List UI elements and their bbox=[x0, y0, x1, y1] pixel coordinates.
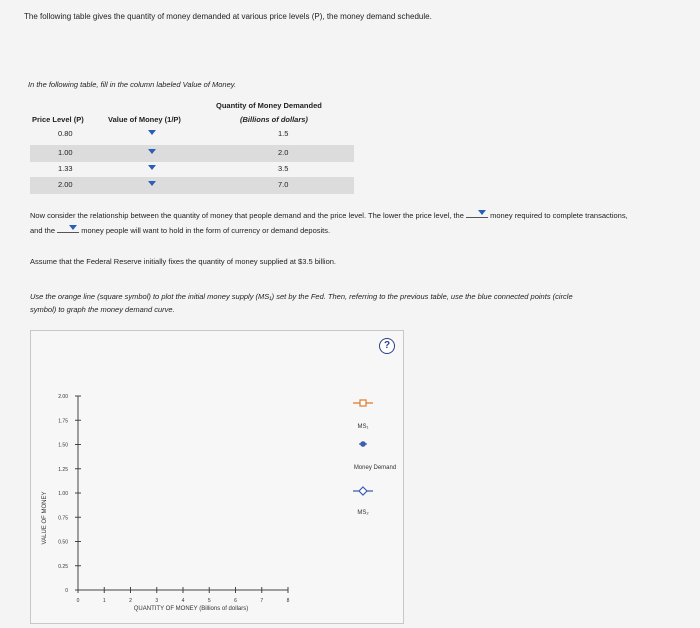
paragraph-part2: money bbox=[490, 211, 513, 220]
x-tick-label: 0 bbox=[76, 598, 80, 604]
x-axis-label: QUANTITY OF MONEY (Billions of dollars) bbox=[133, 606, 249, 612]
ms2-legend-label: MS₂ bbox=[357, 510, 369, 516]
x-tick-label: 4 bbox=[181, 598, 185, 604]
price-cell: 1.00 bbox=[58, 148, 73, 157]
quantity-header-line1: Quantity of Money Demanded bbox=[216, 101, 322, 110]
x-tick-label: 8 bbox=[286, 598, 290, 604]
quantity-cell: 1.5 bbox=[278, 129, 289, 138]
quantity-cell: 2.0 bbox=[278, 148, 289, 157]
intro-text: The following table gives the quantity of money demanded at various price levels (P), the money demand schedule. bbox=[24, 12, 432, 21]
y-tick-label: 0 bbox=[65, 588, 68, 594]
value-of-money-header: Value of Money (1/P) bbox=[108, 115, 181, 124]
money-demand-legend-circle bbox=[360, 441, 366, 447]
money-market-chart[interactable] bbox=[30, 330, 402, 622]
x-tick-label: 5 bbox=[207, 598, 211, 604]
value-dropdown[interactable] bbox=[148, 130, 156, 135]
money-demand-paragraph bbox=[30, 208, 630, 238]
value-dropdown[interactable] bbox=[148, 149, 156, 154]
price-cell: 1.33 bbox=[58, 164, 73, 173]
table-instruction: In the following table, fill in the column labeled Value of Money. bbox=[28, 80, 237, 89]
price-cell: 0.80 bbox=[58, 129, 73, 138]
paragraph-part4: money people will want to hold in the form of currency or demand deposits. bbox=[81, 226, 331, 235]
ms1-legend-square bbox=[360, 400, 366, 406]
x-tick-label: 3 bbox=[155, 598, 159, 604]
ms2-legend-diamond bbox=[359, 487, 367, 495]
y-tick-label: 1.75 bbox=[58, 418, 68, 425]
graph-instruction: Use the orange line (square symbol) to plot the initial money supply (MS₁) set by the Fed. Then, referring to the previous table, use the blue connected points (circle symbol) to graph the money demand curve. bbox=[30, 292, 573, 314]
price-cell: 2.00 bbox=[58, 180, 73, 189]
y-tick-label: 0.25 bbox=[58, 563, 68, 570]
y-tick-label: 0.75 bbox=[58, 515, 68, 522]
y-tick-label: 1.50 bbox=[58, 442, 68, 449]
paragraph-part1: Now consider the relationship between the quantity of money that people demand and the price level. The lower the price level, the bbox=[30, 211, 464, 220]
assumption-text: Assume that the Federal Reserve initially fixes the quantity of money supplied at $3.5 billion. bbox=[30, 257, 336, 266]
table-row bbox=[30, 126, 354, 143]
price-level-dropdown-1[interactable] bbox=[466, 209, 488, 218]
y-tick-label: 0.50 bbox=[58, 539, 68, 546]
quantity-cell: 7.0 bbox=[278, 180, 289, 189]
value-dropdown[interactable] bbox=[148, 165, 156, 170]
price-level-header: Price Level (P) bbox=[32, 115, 84, 124]
x-tick-label: 7 bbox=[260, 598, 264, 604]
x-tick-label: 2 bbox=[129, 598, 132, 604]
x-tick-label: 1 bbox=[102, 598, 106, 604]
paragraph-part3: required to complete transactions, and the bbox=[30, 211, 628, 235]
table-row bbox=[30, 145, 354, 162]
quantity-header-line2: (Billions of dollars) bbox=[240, 115, 308, 124]
x-tick-label: 6 bbox=[234, 598, 237, 604]
y-axis-label: VALUE OF MONEY bbox=[42, 491, 48, 545]
quantity-cell: 3.5 bbox=[278, 164, 289, 173]
money-demand-legend-label: Money Demand bbox=[353, 465, 397, 471]
table-row bbox=[30, 177, 354, 194]
y-tick-label: 2.00 bbox=[58, 394, 68, 400]
help-icon[interactable]: ? bbox=[379, 338, 395, 354]
table-row bbox=[30, 161, 354, 178]
y-tick-label: 1.00 bbox=[58, 491, 68, 497]
y-tick-label: 1.25 bbox=[58, 466, 68, 473]
price-level-dropdown-2[interactable] bbox=[57, 224, 79, 233]
value-dropdown[interactable] bbox=[148, 181, 156, 186]
ms1-legend-label: MS₁ bbox=[357, 424, 369, 430]
